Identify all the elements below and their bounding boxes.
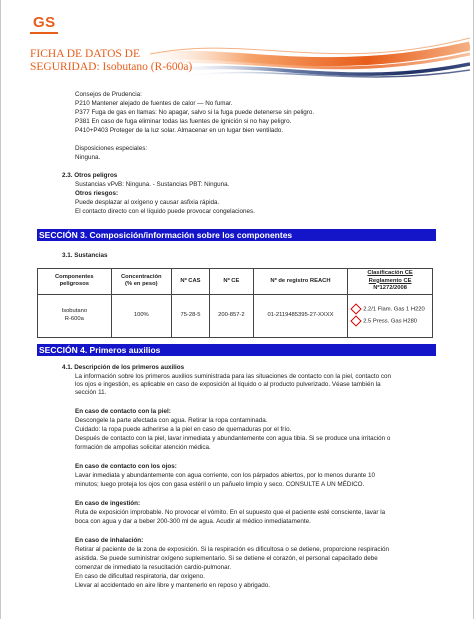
skin-contact-3: Después de contacto con la piel, lavar inmediata y abundantemente con agua tibia. Si se produce una irritación o [75,435,391,442]
inhalation-5: Llevar al accidentado en aire libre y mantenerlo en reposo y abrigado. [75,582,270,589]
other-risks-title: Otros riesgos: [75,190,119,197]
section3-header: SECCIÓN 3. Composición/información sobre los componentes [37,229,436,241]
inhalation-title: En caso de inhalación: [75,537,144,544]
cell-component-name [38,294,112,337]
inhalation-3: comenzar de inmediato la resucitación cardio-pulmonar. [75,564,232,571]
header-text: (% en peso) [125,281,158,288]
precaution-p410: P410+P403 Proteger de la luz solar. Almacenar en un lugar bien ventilado. [75,127,284,134]
cell-ce: 200-857-2 [210,294,254,337]
skin-contact-title: En caso de contacto con la piel: [75,408,171,415]
header-text: Nº1272/2008 [373,285,407,291]
ingestion-title: En caso de ingestión: [75,500,141,507]
logo-underline [30,32,58,34]
other-hazards-title: 2.3. Otros peligros [62,172,118,179]
hazard-text: 2.2/1 Flam. Gas 1 H220 [363,306,425,313]
header-text: Componentes [54,273,94,280]
page-border-left [0,0,1,619]
ingestion-1: Ruta de exposición improbable. No provocar el vómito. En el supuesto que el paciente esté consciente, lavar la [75,509,386,516]
header-text: Clasificación CE [367,270,413,276]
inhalation-1: Retirar al paciente de la zona de exposición. Si la respiración es dificultosa o se detiene, proporcione respiración [75,546,389,553]
gas-cylinder-pictogram-icon [351,315,362,326]
table-row [38,294,433,337]
col-header-reach: Nº de registro REACH [253,269,347,295]
document-title [30,48,192,74]
flame-pictogram-icon [351,303,362,314]
precaution-p381: P381 En caso de fuga eliminar todas las fuentes de ignición si no hay peligro. [75,118,292,125]
precaution-heading: Consejos de Prudencia: [75,91,142,98]
vpvb-pbt-text: Sustancias vPvB: Ninguna. - Sustancias PBT: Ninguna. [75,181,230,188]
first-aid-intro-2: los ojos e ingestión, es aplicable en caso de exposición al líquido o al producto pulverizado. Véase también la [75,381,381,388]
table-header-row [38,269,433,295]
special-provisions-heading: Disposiciones especiales: [75,145,148,152]
col-header-components [38,269,112,295]
col-header-ce: Nº CE [210,269,254,295]
skin-contact-2: Cuidado: la ropa puede adherirse a la piel en caso de quemaduras por el frío. [75,426,292,433]
cell-concentration: 100% [111,294,171,337]
hazard-text: 2.5 Press. Gas H280 [363,318,418,325]
hazard-flam-gas [350,305,430,314]
other-risks-line1: Puede desplazar al oxígeno y causar asfixia rápida. [75,199,220,206]
skin-contact-4: formación de ampollas solicitar atención médica. [75,444,211,451]
precaution-p377: P377 Fuga de gas en llamas: No apagar, salvo si la fuga puede detenerse sin peligro. [75,109,315,116]
col-header-classification [348,269,433,295]
cell-cas: 75-28-5 [171,294,209,337]
inhalation-2: asistida. Se puede suministrar oxígeno suplementario. Si se detiene el corazón, el personal capacitado debe [75,555,378,562]
col-header-cas: Nº CAS [171,269,209,295]
inhalation-4: En caso de dificultad respiratoria, dar oxígeno. [75,573,205,580]
skin-contact-1: Descongele la parte afectada con agua. Retirar la ropa contaminada. [75,417,268,424]
substances-subtitle: 3.1. Sustancias [62,252,108,259]
ingestion-2: boca con agua y dar a beber 200-300 ml de agua. Acudir al médico inmediatamente. [75,518,311,525]
cell-text: R-600a [64,315,84,322]
company-logo: GS [33,14,56,31]
special-provisions-value: Ninguna. [75,154,101,161]
col-header-concentration [111,269,171,295]
precaution-p210: P210 Mantener alejado de fuentes de calor — No fumar. [75,100,233,107]
section4-header: SECCIÓN 4. Primeros auxilios [37,344,436,356]
first-aid-intro-3: sección 11. [75,389,107,396]
document-title-line1: FICHA DE DATOS DE [30,48,141,60]
eye-contact-title: En caso de contacto con los ojos: [75,463,177,470]
hazard-press-gas [350,317,430,326]
header-text: peligrosos [59,281,89,288]
eye-contact-2: minutos; luego proteja los ojos con gasa estéril o un pañuelo limpio y seco. CONSULTE A UN MÉDICO. [75,481,365,488]
composition-table [37,268,433,338]
document-title-line2: SEGURIDAD: Isobutano (R-600a) [30,61,193,73]
cell-classification [348,294,433,337]
cell-reach: 01-2119485395-27-XXXX [253,294,347,337]
eye-contact-1: Lavar inmediata y abundantemente con agua corriente, con los párpados abiertos, por lo menos durante 10 [75,472,375,479]
first-aid-intro-1: La información sobre los primeros auxilios suministrada para las situaciones de contacto con la piel, contacto con [75,373,392,380]
header-text: Concentración [120,273,162,280]
other-risks-line2: El contacto directo con el líquido puede provocar congelaciones. [75,208,255,215]
first-aid-subtitle: 4.1. Descripción de los primeros auxilios [62,364,185,371]
header-text: Reglamento CE [368,277,412,284]
cell-text: Isobutano [61,308,88,314]
